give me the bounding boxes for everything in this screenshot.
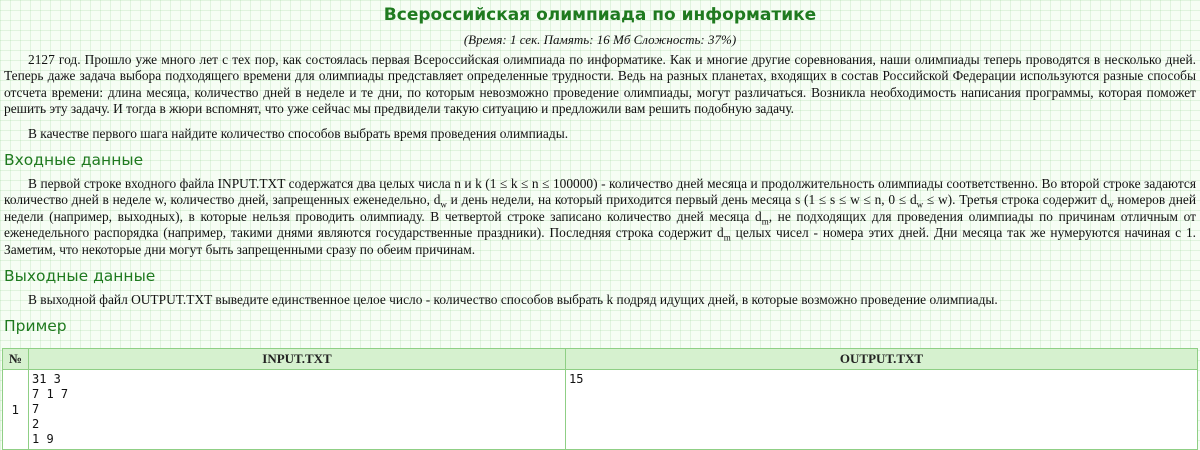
output-description: В выходной файл OUTPUT.TXT выведите единственное целое число - количество способов выбрать k подряд идущих дней, в которые возможно проведение олимпиады. <box>28 292 998 308</box>
input-text-part: номеров дней недели (например, выходных), в которые нельзя проводить олимпиаду. В четвертой строке записано количество дней месяца d <box>4 192 1196 224</box>
statement-paragraph-1: 2127 год. Прошло уже много лет с тех пор, как состоялась первая Всероссийская олимпиада по информатике. Как и многие другие соревнования, наши олимпиады теперь проводятся в несколько дней. Теперь даже задача выбора подходящего времени для олимпиады представляет определенные трудности. Ведь на разных планетах, входящих в состав Российской Федерации используются разные способы отсчета времени: длина месяца, количество дней в неделе и те дни, по которым невозможно проведение олимпиады, могут различаться. Возникла необходимость написания программы, которая поможет решить эту задачу. И тогда в жюри вспомнят, что уже сейчас мы предвидели такую ситуацию и предложили вам решить подобную задачу. <box>4 52 1196 117</box>
input-description <box>4 176 1196 258</box>
column-header-output: OUTPUT.TXT <box>566 349 1198 370</box>
example-table <box>2 348 1198 450</box>
subscript-m: m <box>761 216 769 227</box>
example-heading: Пример <box>4 317 67 336</box>
statement-paragraph-2: В качестве первого шага найдите количество способов выбрать время проведения олимпиады. <box>28 125 569 141</box>
example-table-header <box>3 349 1198 370</box>
input-text-part: , не подходящих для проведения олимпиады по причинам отличным от еженедельного распорядка (например, такими днями являются государственные праздники). Последняя строка содержит d <box>4 208 1196 241</box>
example-input-text: 31 3 7 1 7 7 2 1 9 <box>32 372 69 446</box>
input-text-part: ≤ w). Третья строка содержит d <box>923 192 1108 208</box>
input-text-part: и день недели, на который приходится первый день месяца s (1 ≤ s ≤ w ≤ n, 0 ≤ d <box>446 192 917 208</box>
example-num-cell: 1 <box>3 370 29 450</box>
example-input-cell <box>29 370 566 450</box>
table-row <box>3 370 1198 450</box>
example-output-text: 15 <box>569 372 584 386</box>
input-text-part: В первой строке входного файла INPUT.TXT содержатся два целых числа n и k (1 ≤ k ≤ n ≤ 100000) - количество дней месяца и продолжительность олимпиады соответственно. Во второй строке задаются количество дней в неделе w, количество дней, запрещенных еженедельно, d <box>4 176 1196 208</box>
subscript-w: w <box>916 200 924 211</box>
example-output-cell <box>566 370 1198 450</box>
column-header-num: № <box>3 349 29 370</box>
output-heading: Выходные данные <box>4 267 156 286</box>
column-header-input: INPUT.TXT <box>29 349 566 370</box>
subscript-w: w <box>440 200 447 211</box>
input-text-part: целых чисел - номера этих дней. Дни месяца так же нумеруются начиная с 1. Заметим, что некоторые дни могут быть запрещенными сразу по обеим причинам. <box>4 225 1197 257</box>
limits-line: (Время: 1 сек. Память: 16 Мб Сложность: 37%) <box>463 32 737 47</box>
input-heading: Входные данные <box>4 151 144 170</box>
subscript-m: m <box>723 232 731 243</box>
page-title: Всероссийская олимпиада по информатике <box>383 5 817 25</box>
subscript-w: w <box>1107 200 1114 211</box>
